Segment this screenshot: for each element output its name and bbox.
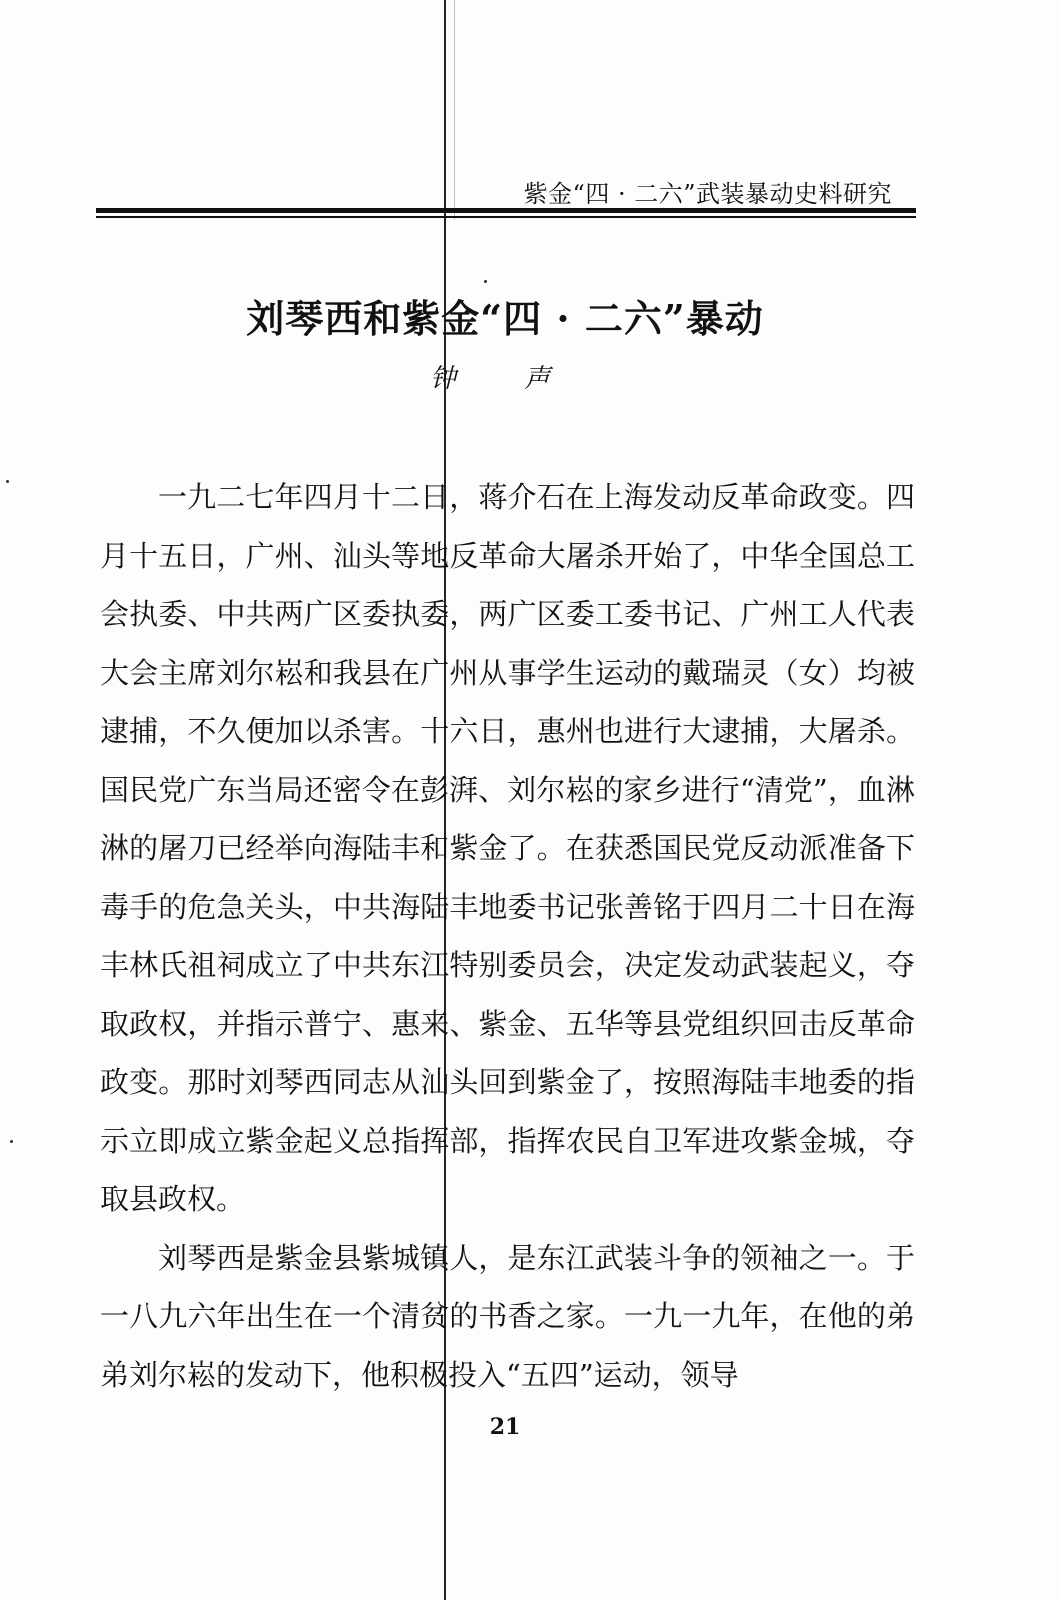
article-title: 刘琴西和紫金“四 · 二六”暴动 — [246, 296, 764, 341]
scan-speck — [484, 280, 487, 283]
paragraph-1: 一九二七年四月十二日，蒋介石在上海发动反革命政变。四月十五日，广州、汕头等地反革命大屠杀开始了，中华全国总工会执委、中共两广区委执委，两广区委工委书记、广州工人代表大会主席刘尔崧和我县在广州从事学生运动的戴瑞灵（女）均被逮捕，不久便加以杀害。十六日，惠州也进行大逮捕，大屠杀。国民党广东当局还密令在彭湃、刘尔崧的家乡进行“清党”，血淋淋的屠刀已经举向海陆丰和紫金了。在获悉国民党反动派准备下毒手的危急关头，中共海陆丰地委书记张善铭于四月二十日在海丰林氏祖祠成立了中共东江特别委员会，决定发动武装起义，夺取政权，并指示普宁、惠来、紫金、五华等县党组织回击反革命政变。那时刘琴西同志从汕头回到紫金了，按照海陆丰地委的指示立即成立紫金起义总指挥部，指挥农民自卫军进攻紫金城，夺取县政权。 — [100, 480, 915, 1216]
article-author: 钟 声 — [429, 364, 581, 394]
header-rule-thick — [96, 208, 916, 213]
running-header-title: 紫金“四 · 二六”武装暴动史料研究 — [523, 180, 892, 208]
header-rule-thin — [96, 216, 916, 218]
scan-speck — [10, 1140, 13, 1143]
scan-speck — [6, 480, 9, 483]
page-number: 21 — [489, 1414, 521, 1440]
paragraph-2: 刘琴西是紫金县紫城镇人，是东江武装斗争的领袖之一。于一八九六年出生在一个清贫的书香之家。一九一九年，在他的弟弟刘尔崧的发动下，他积极投入“五四”运动，领导 — [100, 1240, 915, 1392]
article-body — [100, 468, 915, 1404]
page-fold-shadow — [454, 0, 455, 220]
